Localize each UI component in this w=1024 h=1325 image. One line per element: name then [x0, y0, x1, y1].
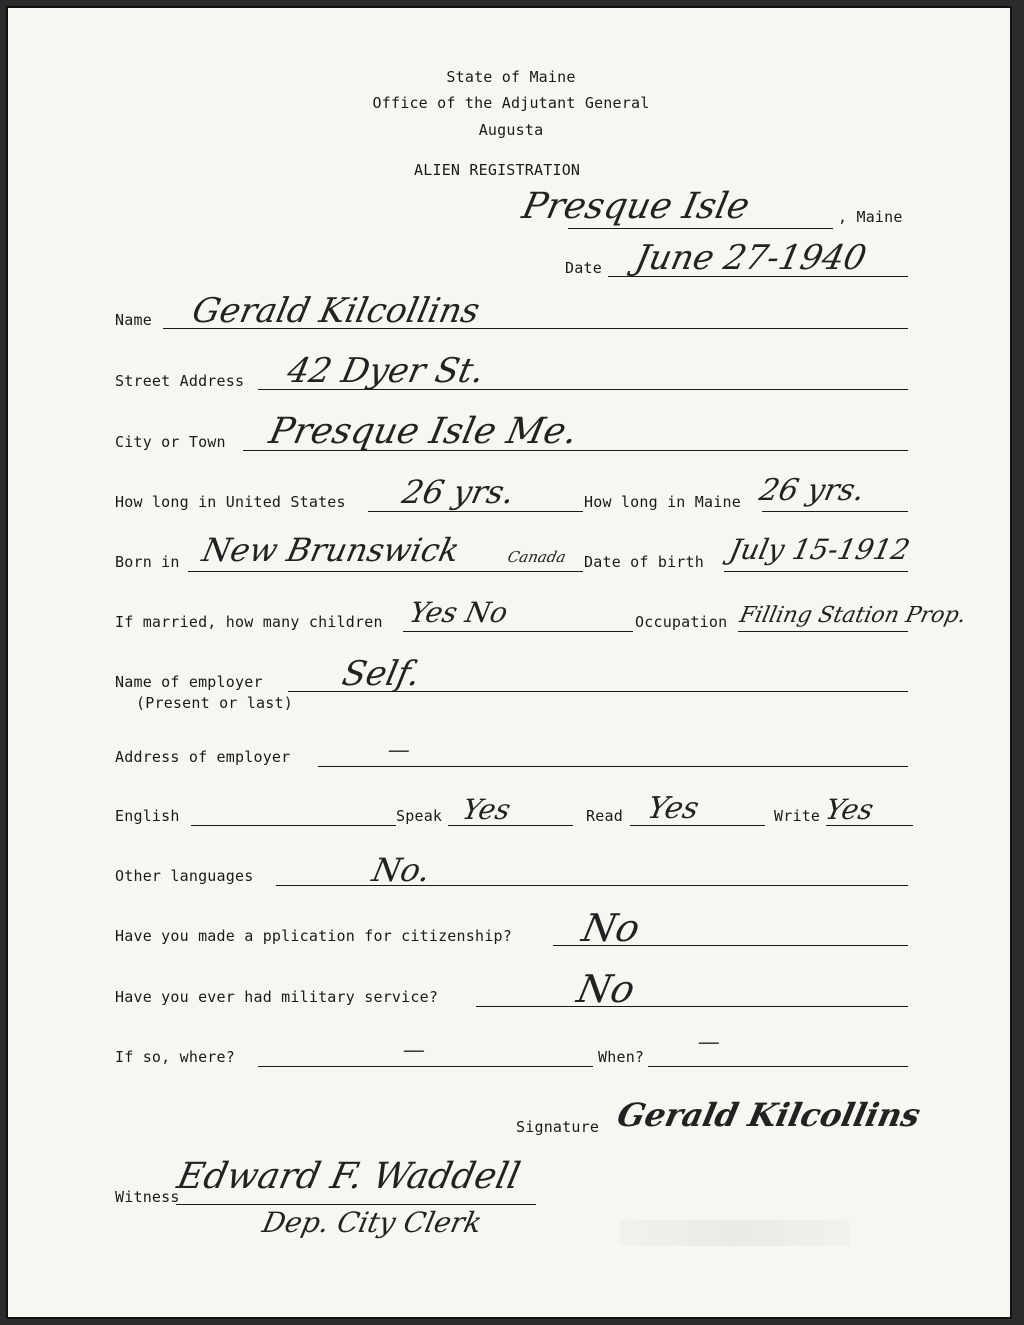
speak-value: Yes [459, 793, 514, 826]
military-label: Have you ever had military service? [115, 988, 439, 1006]
date-label: Date [565, 259, 602, 277]
how-long-us-label: How long in United States [115, 493, 346, 511]
other-languages-value: No. [368, 851, 434, 889]
occupation-line [738, 631, 908, 632]
where-value: — [400, 1038, 428, 1063]
date-of-birth-value: July 15-1912 [726, 533, 913, 566]
date-value: June 27-1940 [631, 238, 870, 278]
read-label: Read [586, 807, 623, 825]
occupation-label: Occupation [635, 613, 728, 631]
military-value: No [573, 967, 639, 1011]
city-value: Presque Isle Me. [265, 411, 582, 452]
header-city: Augusta [478, 121, 544, 139]
when-label: When? [598, 1048, 645, 1066]
date-of-birth-line [724, 571, 908, 572]
how-long-maine-label: How long in Maine [584, 493, 741, 511]
citizenship-label: Have you made a pplication for citizenship? [115, 927, 512, 945]
witness-title: Dep. City Clerk [259, 1206, 485, 1239]
born-in-country: Canada [506, 548, 568, 566]
where-label: If so, where? [115, 1048, 235, 1066]
other-languages-label: Other languages [115, 867, 254, 885]
form-title: ALIEN REGISTRATION [414, 161, 581, 179]
street-value: 42 Dyer St. [283, 351, 488, 391]
stamp-mark [620, 1220, 850, 1246]
how-long-maine-line [762, 511, 908, 512]
born-in-label: Born in [115, 553, 180, 571]
place-value: Presque Isle [518, 186, 754, 227]
married-label: If married, how many children [115, 613, 383, 631]
where-line [258, 1066, 593, 1067]
witness-label: Witness [115, 1188, 180, 1206]
citizenship-value: No [578, 906, 644, 950]
header-office: Office of the Adjutant General [372, 94, 650, 112]
witness-value: Edward F. Waddell [173, 1156, 524, 1197]
signature-label: Signature [516, 1118, 600, 1136]
name-value: Gerald Kilcollins [188, 291, 484, 331]
speak-label: Speak [396, 807, 443, 825]
place-line [568, 228, 833, 229]
when-line [648, 1066, 908, 1067]
name-label: Name [115, 311, 152, 329]
military-line [476, 1006, 908, 1007]
employer-sublabel: (Present or last) [136, 694, 293, 712]
signature-value: Gerald Kilcollins [613, 1096, 924, 1134]
married-value: Yes No [406, 596, 511, 629]
street-label: Street Address [115, 372, 245, 390]
occupation-value: Filling Station Prop. [737, 603, 969, 628]
registration-form [6, 6, 1012, 1319]
english-label: English [115, 807, 180, 825]
read-value: Yes [644, 791, 703, 826]
witness-line [176, 1204, 536, 1205]
married-line [403, 631, 633, 632]
born-in-line [188, 571, 583, 572]
employer-address-value: — [385, 738, 413, 763]
english-line [191, 825, 396, 826]
header-state: State of Maine [446, 68, 576, 86]
city-label: City or Town [115, 433, 226, 451]
employer-value: Self. [338, 654, 424, 694]
date-of-birth-label: Date of birth [584, 553, 704, 571]
place-suffix: , Maine [838, 208, 903, 226]
write-label: Write [774, 807, 821, 825]
employer-label: Name of employer [115, 673, 263, 691]
how-long-us-line [368, 511, 583, 512]
when-value: — [695, 1030, 723, 1055]
how-long-maine-value: 26 yrs. [756, 473, 868, 508]
employer-address-label: Address of employer [115, 748, 291, 766]
employer-address-line [318, 766, 908, 767]
born-in-value: New Brunswick [198, 531, 463, 569]
how-long-us-value: 26 yrs. [398, 473, 518, 511]
write-value: Yes [822, 793, 877, 826]
